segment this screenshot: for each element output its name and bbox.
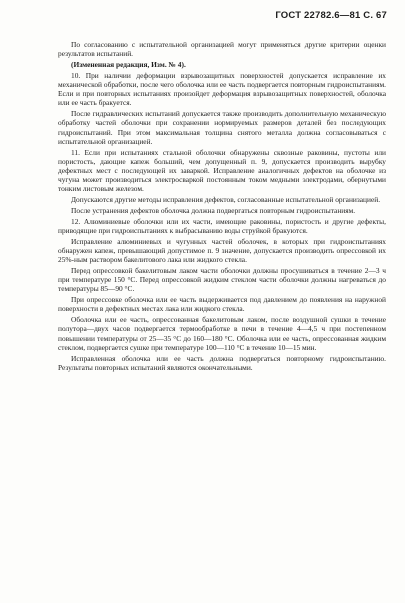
page-header: ГОСТ 22782.6—81 С. 67: [275, 10, 387, 21]
paragraph: По согласованию с испытательной организацией могут применяться другие критерии оценки результатов испытаний.: [58, 40, 386, 59]
paragraph: 10. При наличии деформации взрывозащитных поверхностей допускается исправление их механической обработки, после чего оболочка или ее часть подвергается повторным гидроиспытаниям. Если и при повторных испытаниях произойдет деформация взрывозащитных поверхностей, оболочка или ее часть бракуется.: [58, 70, 386, 108]
paragraph: Допускаются другие методы исправления дефектов, согласованные испытательной организацией.: [71, 195, 381, 205]
paragraph: Исправленная оболочка или ее часть должна подвергаться повторному гидроиспытанию. Результаты повторных испытаний являются окончательными.: [58, 353, 386, 372]
paragraph: Исправление алюминиевых и чугунных частей оболочек, в которых при гидроиспытаниях обнаружен капеж, превышающий допустимое п. 9 значение, допускается производить опрессовкой их 25%-ным раствором бакелитового лака или жидкого стекла.: [58, 236, 386, 265]
paragraph: После гидравлических испытаний допускается также производить дополнительную механическую обработку частей оболочки при сохранении нормируемых размеров деталей без последующих гидроиспытаний. При этом максимальная толщина снятого металла должна согласовываться с испытательной организацией.: [58, 109, 386, 146]
paragraph: Оболочка или ее часть, опрессованная бакелитовым лаком, после воздушной сушки в течение полутора—двух часов подвергается термообработке в печи в течение 4—4,5 ч при постепенном повышении температуры от 25—35 °С до 160—180 °С. Оболочка или ее часть, опрессованная жидким стеклом, подвергается сушке при температуре 100—110 °С в течение 10—15 мин.: [58, 315, 386, 352]
paragraph: При опрессовке оболочка или ее часть выдерживается под давлением до появления на наружной поверхности в дефектных местах лака или жидкого стекла.: [58, 295, 386, 314]
document-body: [58, 40, 386, 374]
paragraph: После устранения дефектов оболочка должна подвергаться повторным гидроиспытаниям.: [71, 206, 356, 216]
amendment-note: (Измененная редакция, Изм. № 4).: [71, 60, 186, 69]
paragraph: 11. Если при испытаниях стальной оболочки обнаружены сквозные раковины, пустоты или пористость, дающие капеж больший, чем допущенный п. 9, допускается производить вырубку дефектных мест с последующей их заваркой. Исправление аналогичных дефектов на оболочке из чугуна может производиться электросваркой постоянным током медными электродами, обернутыми тонким листовым железом.: [58, 147, 386, 194]
paragraph: Перед опрессовкой бакелитовым лаком части оболочки должны просушиваться в течение 2—3 ч при температуре 150 °С. Перед опрессовкой жидким стеклом части оболочки должны нагреваться до температуры 85—90 °С.: [58, 266, 386, 294]
paragraph: 12. Алюминиевые оболочки или их части, имеющие раковины, пористость и другие дефекты, приводящие при гидроиспытаниях к выбрасыванию воды струйкой бракуются.: [58, 216, 386, 236]
